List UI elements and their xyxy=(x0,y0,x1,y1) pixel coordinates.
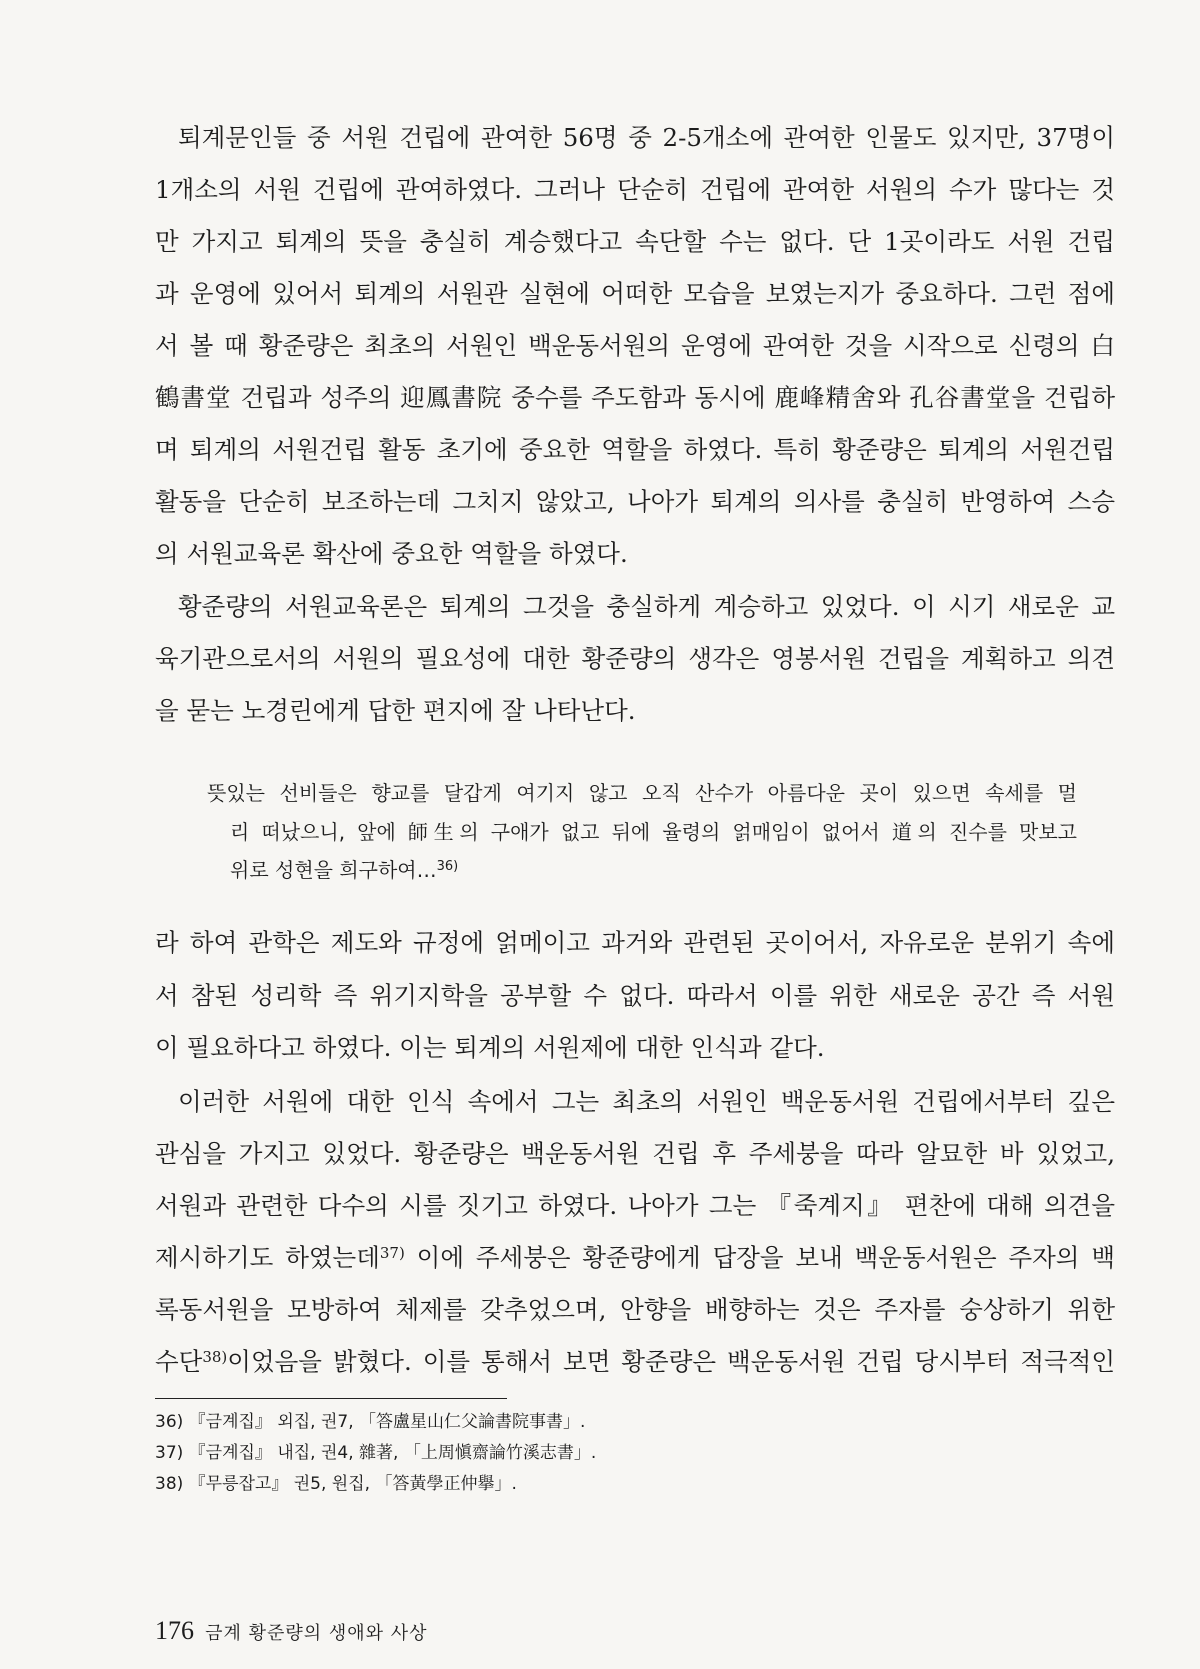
paragraph-4-text: 제시하기도 하였는데 xyxy=(155,1243,380,1272)
running-title: 금계 황준량의 생애와 사상 xyxy=(205,1623,428,1644)
footnote-divider xyxy=(155,1398,507,1399)
paragraph-1-line: 1개소의 서원 건립에 관여하였다. 그러나 단순히 건립에 관여한 서원의 수가 많다는 것 xyxy=(155,175,1115,204)
paragraph-1-line: 퇴계문인들 중 서원 건립에 관여한 56명 중 2-5개소에 관여한 인물도 있지만, 37명이 xyxy=(178,123,1115,152)
paragraph-4-line: 이러한 서원에 대한 인식 속에서 그는 최초의 서원인 백운동서원 건립에서부터 깊은 xyxy=(178,1087,1115,1116)
paragraph-2-line: 을 묻는 노경린에게 답한 편지에 잘 나타난다. xyxy=(155,696,636,725)
block-quote-line: 리 떠났으니, 앞에 師生의 구애가 없고 뒤에 율령의 얽매임이 없어서 道의 진수를 맛보고 xyxy=(230,820,1077,844)
page-number: 176 xyxy=(155,1616,194,1645)
paragraph-2-line: 육기관으로서의 서원의 필요성에 대한 황준량의 생각은 영봉서원 건립을 계획하고 의견 xyxy=(155,644,1115,673)
paragraph-1-line: 만 가지고 퇴계의 뜻을 충실히 계승했다고 속단할 수는 없다. 단 1곳이라도 서원 건립 xyxy=(155,227,1115,256)
page-footer xyxy=(155,1613,428,1649)
paragraph-3-line: 서 참된 성리학 즉 위기지학을 공부할 수 없다. 따라서 이를 위한 새로운 공간 즉 서원 xyxy=(155,981,1115,1010)
paragraph-3-line: 이 필요하다고 하였다. 이는 퇴계의 서원제에 대한 인식과 같다. xyxy=(155,1033,825,1062)
block-quote-line xyxy=(230,853,1077,887)
block-quote-line: 뜻있는 선비들은 향교를 달갑게 여기지 않고 오직 산수가 아름다운 곳이 있으면 속세를 멀 xyxy=(207,781,1077,805)
paragraph-1-line: 며 퇴계의 서원건립 활동 초기에 중요한 역할을 하였다. 특히 황준량은 퇴계의 서원건립 xyxy=(155,435,1115,464)
paragraph-4-line: 록동서원을 모방하여 체제를 갖추었으며, 안향을 배향하는 것은 주자를 숭상하기 위한 xyxy=(155,1295,1115,1324)
paragraph-1-line: 활동을 단순히 보조하는데 그치지 않았고, 나아가 퇴계의 의사를 충실히 반영하여 스승 xyxy=(155,487,1115,516)
footnote-ref-37: 37) xyxy=(379,1244,405,1262)
paragraph-4-line: 관심을 가지고 있었다. 황준량은 백운동서원 건립 후 주세붕을 따라 알묘한 바 있었고, xyxy=(155,1139,1115,1168)
paragraph-2-line: 황준량의 서원교육론은 퇴계의 그것을 충실하게 계승하고 있었다. 이 시기 새로운 교 xyxy=(178,592,1115,621)
footnote-38: 38) 『무릉잡고』 권5, 원집, 「答黃學正仲擧」. xyxy=(155,1474,517,1494)
paragraph-1-line: 과 운영에 있어서 퇴계의 서원관 실현에 어떠한 모습을 보였는지가 중요하다. 그런 점에 xyxy=(155,279,1115,308)
paragraph-4-text: 수단 xyxy=(155,1347,203,1376)
paragraph-4-line: 서원과 관련한 다수의 시를 짓기고 하였다. 나아가 그는 『죽계지』 편찬에 대해 의견을 xyxy=(155,1191,1115,1220)
footnote-37: 37) 『금계집』 내집, 권4, 雜著, 「上周愼齋論竹溪志書」. xyxy=(155,1443,597,1463)
paragraph-1-line: 서 볼 때 황준량은 최초의 서원인 백운동서원의 운영에 관여한 것을 시작으로 신령의 白 xyxy=(155,331,1115,360)
paragraph-3-line: 라 하여 관학은 제도와 규정에 얽메이고 과거와 관련된 곳이어서, 자유로운 분위기 속에 xyxy=(155,928,1115,957)
paragraph-4-text: 이었음을 밝혔다. 이를 통해서 보면 황준량은 백운동서원 건립 당시부터 적극적인 xyxy=(227,1347,1115,1376)
paragraph-1-line: 鶴書堂 건립과 성주의 迎鳳書院 중수를 주도함과 동시에 鹿峰精舍와 孔谷書堂을 건립하 xyxy=(155,383,1115,412)
footnote-ref-38: 38) xyxy=(202,1348,228,1366)
footnote-ref-36: 36) xyxy=(436,859,459,874)
block-quote-text: 위로 성현을 희구하여… xyxy=(230,858,437,882)
paragraph-4-line xyxy=(155,1234,1115,1282)
paragraph-4-text: 이에 주세붕은 황준량에게 답장을 보내 백운동서원은 주자의 백 xyxy=(404,1243,1115,1272)
paragraph-1-line: 의 서원교육론 확산에 중요한 역할을 하였다. xyxy=(155,539,628,568)
paragraph-4-line xyxy=(155,1338,1115,1386)
footnote-36: 36) 『금계집』 외집, 권7, 「答盧星山仁父論書院事書」. xyxy=(155,1412,586,1432)
